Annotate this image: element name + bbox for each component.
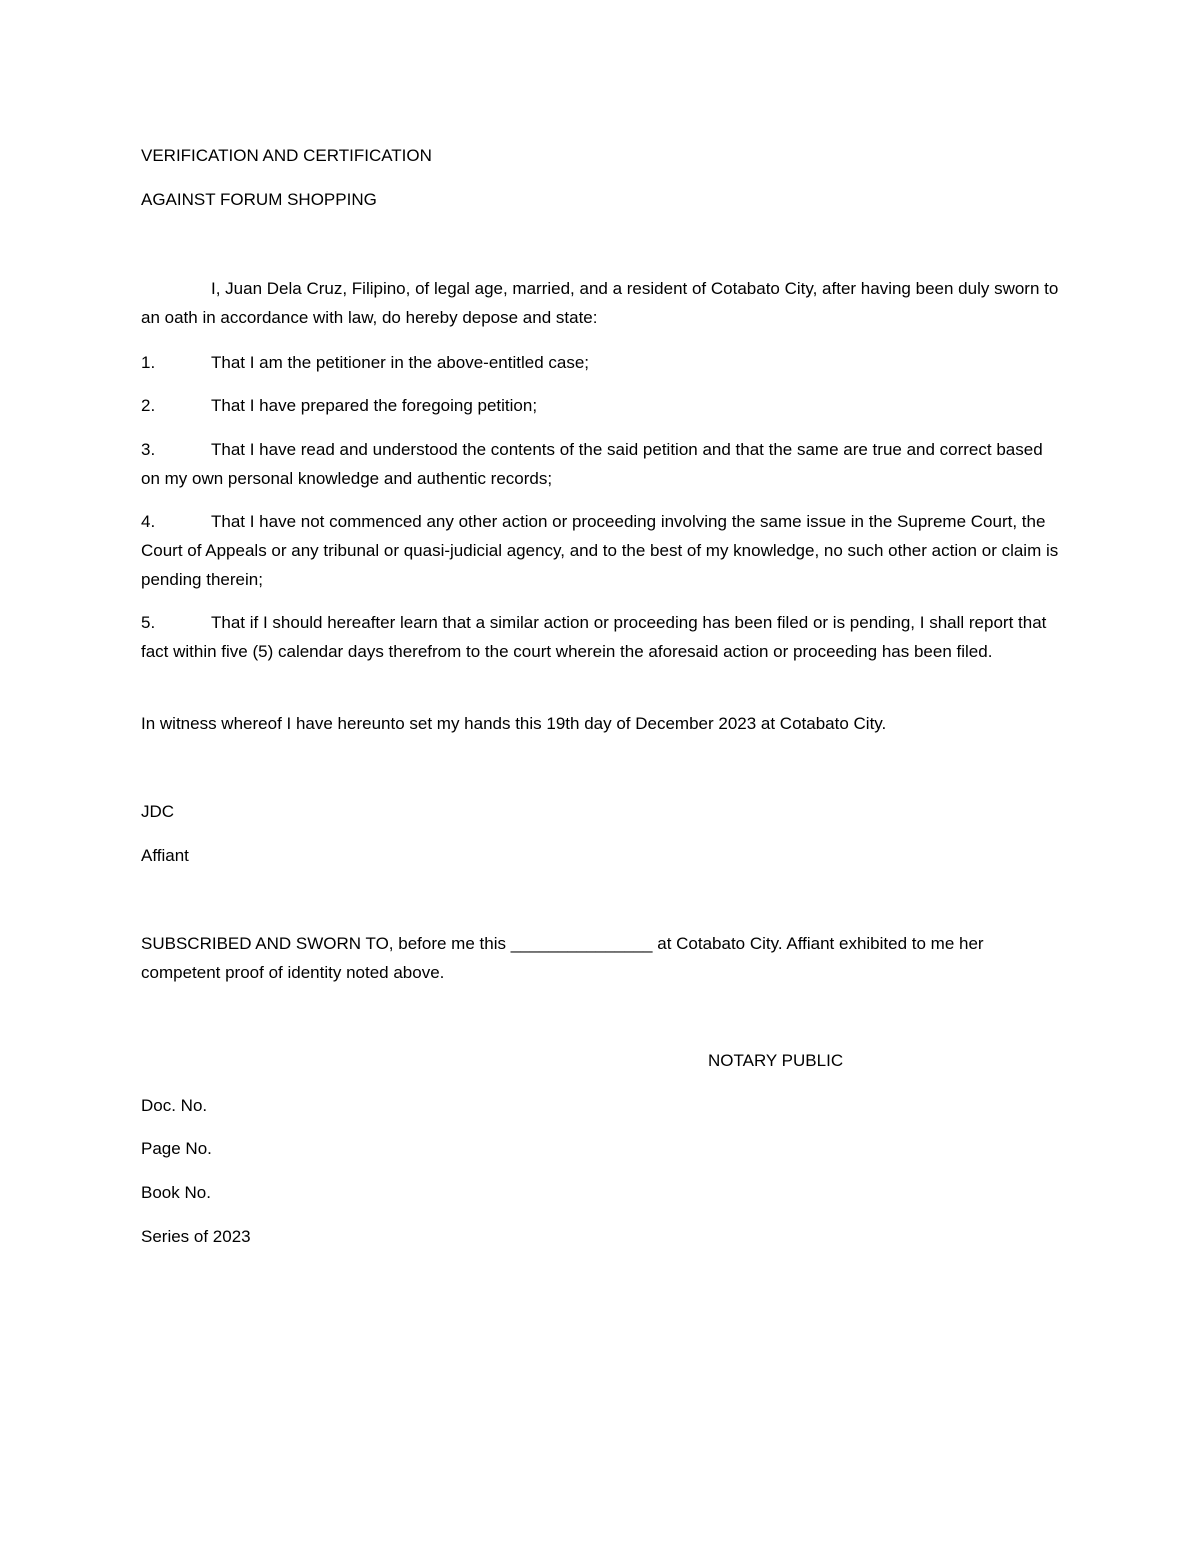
title-line-2: AGAINST FORUM SHOPPING [141,190,377,209]
notary-public-label: NOTARY PUBLIC [708,1051,844,1070]
list-item-text: That if I should hereafter learn that a similar action or proceeding has been filed or is pending, I shall report that fact within five (5) calendar days therefrom to the court wherein the aforesaid action or proceeding has been filed. [141,613,1047,661]
list-item-text: That I am the petitioner in the above-entitled case; [211,353,590,372]
list-item-1 [141,348,1061,377]
jurat-paragraph: SUBSCRIBED AND SWORN TO, before me this _______________ at Cotabato City. Affiant exhibited to me her competent proof of identity noted above. [141,934,984,982]
list-item-number: 4. [141,512,156,531]
signature-initials: JDC [141,802,175,821]
list-item-number: 1. [141,353,156,372]
list-item-4 [141,507,1061,594]
intro-paragraph: I, Juan Dela Cruz, Filipino, of legal age, married, and a resident of Cotabato City, after having been duly sworn to an oath in accordance with law, do hereby depose and state: [141,279,1059,327]
doc-no: Doc. No. [141,1096,208,1115]
book-no: Book No. [141,1183,211,1202]
list-item-text: That I have prepared the foregoing petition; [211,396,538,415]
list-item-text: That I have not commenced any other action or proceeding involving the same issue in the Supreme Court, the Court of Appeals or any tribunal or quasi-judicial agency, and to the best of my knowledge, no such other action or claim is pending therein; [141,512,1059,589]
witness-paragraph: In witness whereof I have hereunto set my hands this 19th day of December 2023 at Cotabato City. [141,714,887,733]
list-item-3 [141,435,1061,493]
title-line-1: VERIFICATION AND CERTIFICATION [141,146,432,165]
list-item-number: 3. [141,440,156,459]
page-no: Page No. [141,1139,212,1158]
list-item-number: 5. [141,613,156,632]
series: Series of 2023 [141,1227,251,1246]
list-item-5 [141,608,1061,666]
list-item-number: 2. [141,396,156,415]
affiant-label: Affiant [141,846,189,865]
list-item-text: That I have read and understood the contents of the said petition and that the same are true and correct based on my own personal knowledge and authentic records; [141,440,1043,488]
list-item-2 [141,391,1061,420]
